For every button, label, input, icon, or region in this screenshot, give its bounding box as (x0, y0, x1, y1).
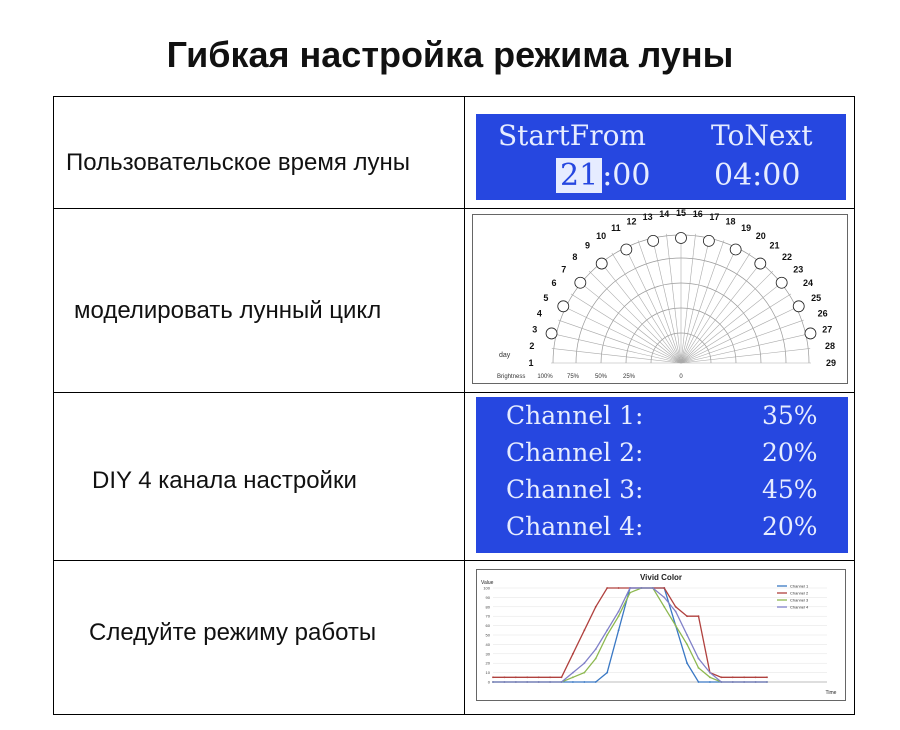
day-label-16: 16 (692, 208, 703, 219)
series-2-point (595, 606, 597, 608)
day-label-6: 6 (551, 278, 557, 289)
grid-ray (600, 261, 681, 363)
row-label-custom-time: Пользовательское время луны (66, 149, 410, 176)
moon-phase-icon (558, 301, 569, 312)
y-tick-label: 90 (485, 594, 490, 600)
series-4-point (675, 611, 677, 613)
grid-ray (558, 320, 681, 363)
day-label-24: 24 (803, 278, 814, 289)
y-tick-label: 70 (485, 613, 490, 619)
feature-table (53, 96, 855, 715)
time-lcd-display (476, 114, 846, 200)
grid-ray (681, 240, 724, 363)
day-label-22: 22 (782, 251, 793, 262)
start-hour-field[interactable]: 21 (556, 158, 602, 193)
brightness-tick: 25% (622, 374, 636, 380)
series-4-point (618, 611, 620, 613)
channel-lcd-display (476, 397, 848, 553)
y-tick-label: 50 (485, 632, 490, 638)
grid-ray (589, 271, 681, 363)
series-2-point (561, 676, 563, 678)
day-label-25: 25 (811, 292, 822, 303)
day-label-27: 27 (822, 324, 833, 335)
day-label-13: 13 (642, 211, 653, 222)
moon-phase-icon (755, 258, 766, 269)
series-4-point (698, 658, 700, 660)
series-4-point (595, 648, 597, 650)
moon-phase-icon (575, 277, 586, 288)
series-3-point (583, 672, 585, 674)
row-label-work-mode: Следуйте режиму работы (89, 619, 377, 646)
series-1-point (606, 672, 608, 674)
series-2-point (526, 676, 528, 678)
series-2-point (675, 606, 677, 608)
channel-3-value: 45% (762, 475, 818, 504)
series-4-point (709, 672, 711, 674)
series-3-point (663, 606, 665, 608)
series-4-point (549, 681, 551, 683)
series-3-point (606, 634, 608, 636)
moon-phase-icon (648, 235, 659, 246)
series-3-point (686, 644, 688, 646)
day-label-21: 21 (769, 240, 780, 251)
day-axis-label: day (499, 352, 511, 359)
day-label-11: 11 (611, 222, 621, 233)
day-label-19: 19 (741, 222, 752, 233)
series-2-point (504, 676, 506, 678)
series-2-point (755, 676, 757, 678)
moon-phase-icon (703, 235, 714, 246)
channel-1-label: Channel 1: (506, 401, 644, 430)
brightness-label: Brightness (497, 374, 526, 380)
moon-cycle-panel (472, 208, 848, 384)
moon-phase-icon (676, 233, 687, 244)
legend-label-4: Channel 4 (790, 604, 809, 610)
day-label-29: 29 (825, 358, 837, 368)
grid-ray (579, 282, 681, 363)
y-tick-label: 10 (485, 670, 490, 676)
series-line-2 (493, 588, 767, 677)
series-1-point (698, 681, 700, 683)
day-label-10: 10 (596, 230, 607, 241)
column-divider (464, 97, 465, 714)
y-axis-label: Value (481, 580, 494, 586)
series-1-point (686, 662, 688, 664)
series-4-point (606, 629, 608, 631)
day-label-28: 28 (825, 341, 836, 352)
series-4-point (766, 681, 768, 683)
series-4-point (504, 681, 506, 683)
day-label-23: 23 (793, 264, 804, 275)
series-4-point (732, 681, 734, 683)
series-1-point (709, 681, 711, 683)
series-3-point (629, 592, 631, 594)
series-1-point (572, 681, 574, 683)
moon-phase-icon (621, 244, 632, 255)
y-tick-label: 30 (485, 651, 490, 657)
grid-ray (681, 271, 773, 363)
channel-2-value: 20% (762, 438, 818, 467)
grid-ray (681, 282, 783, 363)
y-tick-label: 40 (485, 641, 490, 647)
series-1-point (595, 681, 597, 683)
series-4-point (492, 681, 494, 683)
grid-ray (638, 240, 681, 363)
moon-phase-icon (730, 244, 741, 255)
channel-1-value: 35% (762, 401, 818, 430)
series-3-point (675, 625, 677, 627)
series-3-point (595, 658, 597, 660)
series-1-point (618, 629, 620, 631)
series-4-point (583, 662, 585, 664)
series-4-point (572, 672, 574, 674)
series-2-point (492, 676, 494, 678)
series-2-point (549, 676, 551, 678)
moon-cycle-diagram (473, 208, 847, 383)
legend-label-2: Channel 2 (790, 590, 809, 596)
series-3-point (618, 615, 620, 617)
series-4-point (743, 681, 745, 683)
moon-phase-icon (776, 277, 787, 288)
start-from-label: StartFrom (498, 119, 646, 152)
grid-ray (681, 261, 762, 363)
moon-phase-icon (596, 258, 607, 269)
day-label-17: 17 (709, 211, 720, 222)
day-label-5: 5 (543, 292, 549, 303)
day-label-9: 9 (584, 240, 590, 251)
day-label-1: 1 (528, 358, 534, 368)
series-4-point (720, 681, 722, 683)
row-label-moon-cycle: моделировать лунный цикл (74, 297, 382, 324)
moon-phase-icon (805, 328, 816, 339)
series-2-point (743, 676, 745, 678)
series-2-point (686, 615, 688, 617)
series-1-point (583, 681, 585, 683)
y-tick-label: 100 (483, 585, 490, 591)
moon-phase-icon (793, 301, 804, 312)
series-4-point (686, 634, 688, 636)
day-label-3: 3 (532, 324, 538, 335)
grid-ray (554, 334, 681, 363)
chart-title: Vivid Color (639, 573, 683, 582)
series-2-point (720, 676, 722, 678)
brightness-tick: 0 (679, 374, 683, 380)
brightness-tick: 75% (566, 374, 580, 380)
legend-label-3: Channel 3 (790, 597, 809, 603)
series-4-point (663, 597, 665, 599)
series-3-point (572, 676, 574, 678)
y-tick-label: 80 (485, 604, 490, 610)
x-axis-label: Time (825, 690, 837, 696)
channel-4-label: Channel 4: (506, 512, 644, 541)
series-3-point (698, 667, 700, 669)
series-2-point (698, 615, 700, 617)
day-label-15: 15 (675, 208, 687, 218)
y-tick-label: 60 (485, 623, 490, 629)
series-4-point (561, 681, 563, 683)
series-2-point (538, 676, 540, 678)
series-4-point (538, 681, 540, 683)
row-divider (54, 208, 854, 209)
grid-ray (681, 236, 710, 363)
day-label-12: 12 (626, 216, 637, 227)
series-2-point (663, 587, 665, 589)
legend-label-1: Channel 1 (790, 583, 809, 589)
series-2-point (606, 587, 608, 589)
vivid-color-chart-panel (476, 569, 846, 701)
series-3-point (709, 676, 711, 678)
series-2-point (583, 629, 585, 631)
start-minute: :00 (602, 158, 651, 193)
day-label-8: 8 (572, 251, 578, 262)
series-4-point (652, 587, 654, 589)
series-4-point (515, 681, 517, 683)
brightness-tick: 100% (537, 374, 553, 380)
brightness-tick: 50% (594, 374, 608, 380)
series-4-point (629, 587, 631, 589)
series-2-point (732, 676, 734, 678)
channel-3-label: Channel 3: (506, 475, 644, 504)
grid-ray (681, 334, 808, 363)
series-4-point (755, 681, 757, 683)
next-time-value: 04:00 (714, 158, 801, 193)
moon-phase-icon (546, 328, 557, 339)
series-2-point (618, 587, 620, 589)
grid-ray (681, 320, 804, 363)
series-4-point (641, 587, 643, 589)
vivid-color-chart (477, 570, 845, 700)
series-2-point (766, 676, 768, 678)
day-label-18: 18 (725, 216, 736, 227)
series-2-point (515, 676, 517, 678)
day-label-26: 26 (817, 308, 828, 319)
grid-ray (652, 236, 681, 363)
series-2-point (572, 653, 574, 655)
row-label-diy-channels: DIY 4 канала настройки (92, 467, 357, 494)
y-tick-label: 0 (487, 679, 490, 685)
row-divider (54, 560, 854, 561)
day-label-14: 14 (659, 208, 670, 219)
page-title: Гибкая настройка режима луны (166, 34, 734, 75)
y-tick-label: 20 (485, 660, 490, 666)
day-label-7: 7 (561, 264, 567, 275)
channel-4-value: 20% (762, 512, 818, 541)
series-4-point (526, 681, 528, 683)
day-label-20: 20 (755, 230, 766, 241)
to-next-label: ToNext (711, 119, 813, 152)
channel-2-label: Channel 2: (506, 438, 644, 467)
row-divider (54, 392, 854, 393)
day-label-4: 4 (536, 308, 542, 319)
day-label-2: 2 (529, 341, 535, 352)
